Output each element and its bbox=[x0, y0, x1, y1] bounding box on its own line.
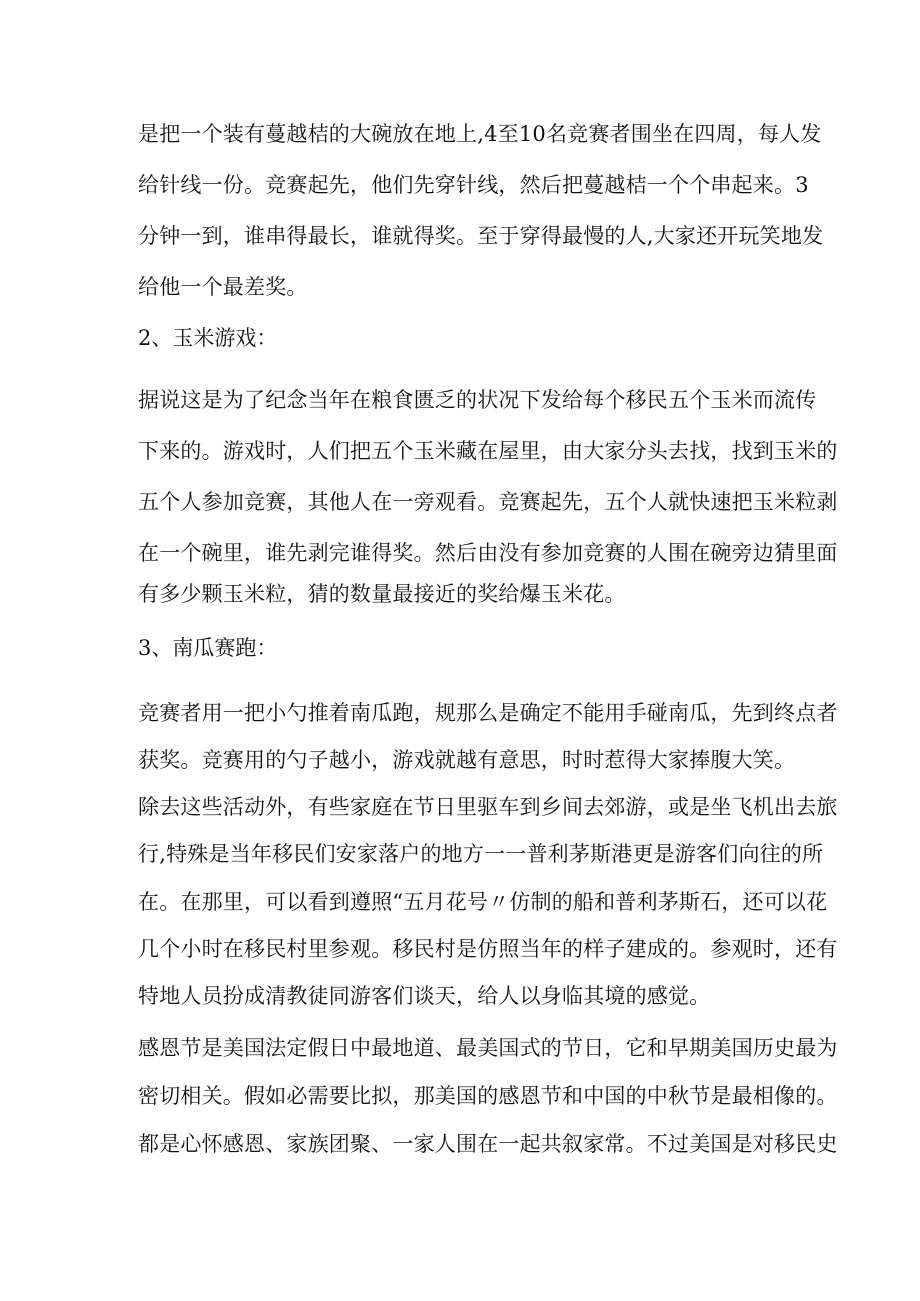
paragraph-2-line-4: 在一个碗里，谁先剥完谁得奖。然后由没有参加竞赛的人围在碗旁边猜里面 bbox=[138, 541, 838, 565]
section-heading-pumpkin-race: 3、南瓜赛跑： bbox=[138, 636, 278, 660]
paragraph-2-line-3: 五个人参加竞赛，其他人在一旁观看。竞赛起先，五个人就快速把玉米粒剥 bbox=[138, 490, 838, 514]
paragraph-1-line-2: 给针线一份。竞赛起先，他们先穿针线，然后把蔓越桔一个个串起来。3 bbox=[138, 173, 809, 197]
paragraph-2-line-1: 据说这是为了纪念当年在粮食匮乏的状况下发给每个移民五个玉米而流传 bbox=[138, 388, 817, 412]
paragraph-3-line-2: 获奖。竞赛用的勺子越小，游戏就越有意思，时时惹得大家捧腹大笑。 bbox=[138, 748, 796, 772]
paragraph-4-line-1: 除去这些活动外，有些家庭在节日里驱车到乡间去郊游，或是坐飞机出去旅 bbox=[138, 795, 838, 819]
paragraph-4-line-2: 行,特殊是当年移民们安家落户的地方一一普利茅斯港更是游客们向往的所 bbox=[138, 842, 824, 866]
section-heading-corn-game: 2、玉米游戏： bbox=[138, 326, 278, 350]
paragraph-4-line-3: 在。在那里，可以看到遵照“五月花号〃仿制的船和普利茅斯石，还可以花 bbox=[138, 890, 828, 914]
paragraph-2-line-5: 有多少颗玉米粒，猜的数量最接近的奖给爆玉米花。 bbox=[138, 582, 626, 606]
paragraph-4-line-5: 特地人员扮成清教徒同游客们谈天，给人以身临其境的感觉。 bbox=[138, 984, 711, 1008]
paragraph-3-line-1: 竞赛者用一把小勺推着南瓜跑，规那么是确定不能用手碰南瓜，先到终点者 bbox=[138, 701, 838, 725]
paragraph-2-line-2: 下来的。游戏时，人们把五个玉米藏在屋里，由大家分头去找，找到玉米的 bbox=[138, 439, 838, 463]
paragraph-1-line-3: 分钟一到，谁串得最长，谁就得奖。至于穿得最慢的人,大家还开玩笑地发 bbox=[138, 224, 824, 248]
paragraph-1-line-4: 给他一个最差奖。 bbox=[138, 275, 308, 299]
paragraph-4-line-4: 几个小时在移民村里参观。移民村是仿照当年的样子建成的。参观时，还有 bbox=[138, 937, 838, 961]
paragraph-5-line-1: 感恩节是美国法定假日中最地道、最美国式的节日，它和早期美国历史最为 bbox=[138, 1036, 838, 1060]
paragraph-5-line-2: 密切相关。假如必需要比拟，那美国的感恩节和中国的中秋节是最相像的。 bbox=[138, 1084, 838, 1108]
paragraph-5-line-3: 都是心怀感恩、家族团聚、一家人围在一起共叙家常。不过美国是对移民史 bbox=[138, 1132, 838, 1156]
paragraph-1-line-1: 是把一个装有蔓越桔的大碗放在地上,4至10名竞赛者围坐在四周，每人发 bbox=[138, 122, 822, 146]
